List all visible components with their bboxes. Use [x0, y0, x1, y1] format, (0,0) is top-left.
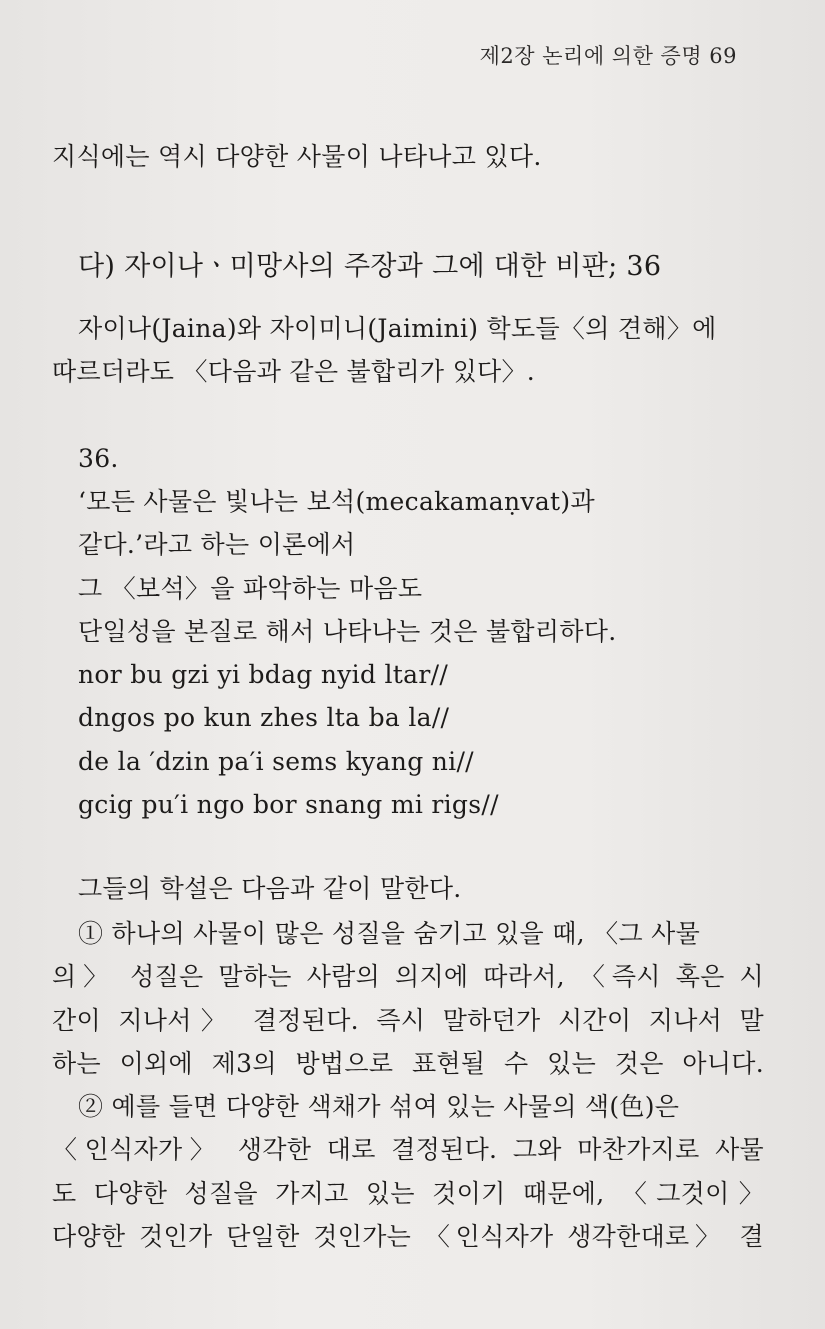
- verse-line: 단일성을 본질로 해서 나타나는 것은 불합리하다.: [78, 617, 617, 646]
- tibetan-verse-line: dngos po kun zhes lta ba la//: [78, 703, 450, 732]
- text-line: 〈인식자가〉 생각한 대로 결정된다. 그와 마찬가지로 사물: [52, 1135, 764, 1164]
- text-line: ① 하나의 사물이 많은 성질을 숨기고 있을 때, 〈그 사물: [78, 919, 701, 948]
- verse-number: 36.: [78, 444, 119, 473]
- text-line: 지식에는 역시 다양한 사물이 나타나고 있다.: [52, 142, 542, 171]
- text-line: 다양한 것인가 단일한 것인가는 〈인식자가 생각한대로〉 결: [52, 1222, 764, 1251]
- text-line: ② 예를 들면 다양한 색채가 섞여 있는 사물의 색(色)은: [78, 1092, 680, 1121]
- verse-line: 같다.’라고 하는 이론에서: [78, 530, 356, 559]
- text-line: 자이나(Jaina)와 자이미니(Jaimini) 학도들〈의 견해〉에: [78, 314, 717, 343]
- tibetan-verse-line: gcig pu′i ngo bor snang mi rigs//: [78, 790, 499, 819]
- text-line: 하는 이외에 제3의 방법으로 표현될 수 있는 것은 아니다.: [52, 1049, 764, 1078]
- section-heading: 다) 자이나ㆍ미망사의 주장과 그에 대한 비판; 36: [78, 251, 662, 282]
- text-line: 그들의 학설은 다음과 같이 말한다.: [78, 874, 462, 903]
- text-line: 간이 지나서〉 결정된다. 즉시 말하던가 시간이 지나서 말: [52, 1006, 764, 1035]
- text-line: 도 다양한 성질을 가지고 있는 것이기 때문에, 〈그것이〉: [52, 1179, 764, 1208]
- verse-line: ‘모든 사물은 빛나는 보석(mecakamaṇvat)과: [78, 487, 595, 516]
- tibetan-verse-line: nor bu gzi yi bdag nyid ltar//: [78, 660, 449, 689]
- tibetan-verse-line: de la ′dzin pa′i sems kyang ni//: [78, 747, 474, 776]
- running-head: 제2장 논리에 의한 증명 69: [479, 44, 737, 68]
- verse-line: 그 〈보석〉을 파악하는 마음도: [78, 574, 423, 603]
- text-line: 따르더라도 〈다음과 같은 불합리가 있다〉.: [52, 357, 536, 386]
- text-line: 의〉 성질은 말하는 사람의 의지에 따라서, 〈즉시 혹은 시: [52, 962, 764, 991]
